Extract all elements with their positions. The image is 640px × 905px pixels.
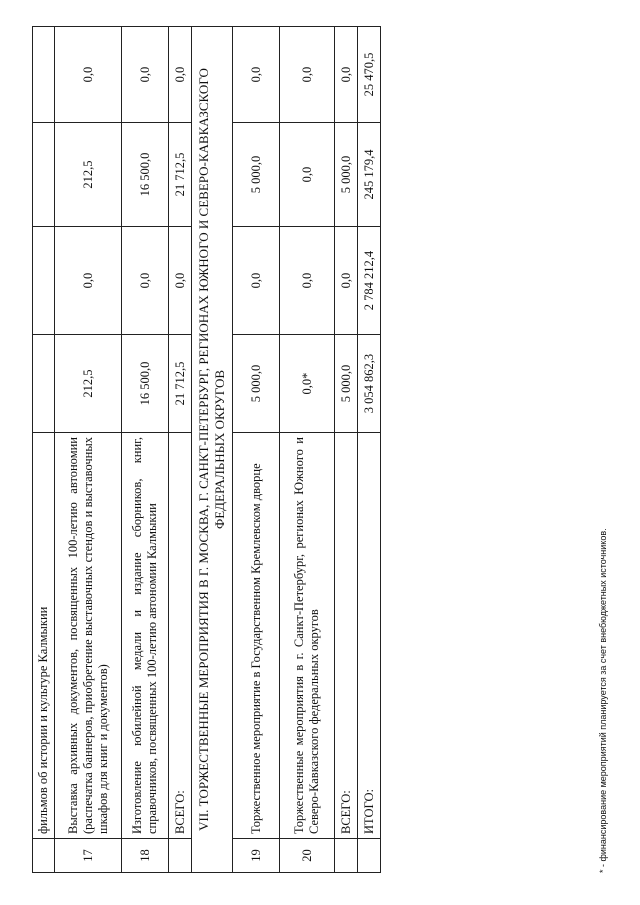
table-row [233,27,280,873]
value-total: 5 000,0 [335,335,358,433]
row-number: 17 [55,839,122,873]
row-number-cell [33,839,55,873]
value-other: 0,0 [55,27,122,123]
row-number: 19 [233,839,280,873]
row-number-cell [169,839,192,873]
value-federal: 0,0 [169,227,192,335]
subtotal-label: ВСЕГО: [169,433,192,839]
value-regional: 212,5 [55,123,122,227]
table-row [122,27,169,873]
value-regional: 16 500,0 [122,123,169,227]
value-other: 25 470,5 [358,27,381,123]
table-row [280,27,335,873]
footnote: * - финансирование мероприятий планируется за счет внебюджетных источников. [598,528,608,873]
table-row [33,27,55,873]
row-description: фильмов об истории и культуре Калмыкии [33,433,55,839]
value-other: 0,0 [335,27,358,123]
row-number: 20 [280,839,335,873]
table-row [55,27,122,873]
grand-total-label: ИТОГО: [358,433,381,839]
value-federal: 0,0 [233,227,280,335]
value-other: 0,0 [169,27,192,123]
value-total: 3 054 862,3 [358,335,381,433]
row-description: Изготовление юбилейной медали и издание сборников, книг, справочников, посвященных 100-летию автономии Калмыкии [122,433,169,839]
value-regional: 21 712,5 [169,123,192,227]
value-other: 0,0 [233,27,280,123]
value-total: 0,0* [280,335,335,433]
budget-table [32,26,381,873]
value-cell [33,227,55,335]
subtotal-label: ВСЕГО: [335,433,358,839]
row-number: 18 [122,839,169,873]
value-federal: 0,0 [280,227,335,335]
value-regional: 5 000,0 [233,123,280,227]
value-federal: 0,0 [122,227,169,335]
value-other: 0,0 [280,27,335,123]
value-total: 16 500,0 [122,335,169,433]
value-regional: 5 000,0 [335,123,358,227]
value-cell [33,123,55,227]
section-header-row [192,27,233,873]
subtotal-row [169,27,192,873]
value-cell [33,335,55,433]
value-total: 5 000,0 [233,335,280,433]
value-regional: 0,0 [280,123,335,227]
value-federal: 2 784 212,4 [358,227,381,335]
row-number-cell [358,839,381,873]
value-regional: 245 179,4 [358,123,381,227]
value-other: 0,0 [122,27,169,123]
value-federal: 0,0 [335,227,358,335]
value-federal: 0,0 [55,227,122,335]
row-number-cell [335,839,358,873]
row-description: Торжественные мероприятия в г. Санкт-Петербург, регионах Южного и Северо-Кавказского федеральных округов [280,433,335,839]
value-total: 21 712,5 [169,335,192,433]
row-description: Торжественное мероприятие в Государственном Кремлевском дворце [233,433,280,839]
value-total: 212,5 [55,335,122,433]
value-cell [33,27,55,123]
grand-total-row [358,27,381,873]
section-title: VII. ТОРЖЕСТВЕННЫЕ МЕРОПРИЯТИЯ В Г. МОСКВА, Г. САНКТ-ПЕТЕРБУРГ, РЕГИОНАХ ЮЖНОГО И СЕВЕРО-КАВКАЗСКОГО ФЕДЕРАЛЬНЫХ ОКРУГОВ [192,27,233,873]
subtotal-row [335,27,358,873]
row-description: Выставка архивных документов, посвященных 100-летию автономии (распечатка баннеров, приобретение выставочных стендов и выставочных шкафов для книг и документов) [55,433,122,839]
